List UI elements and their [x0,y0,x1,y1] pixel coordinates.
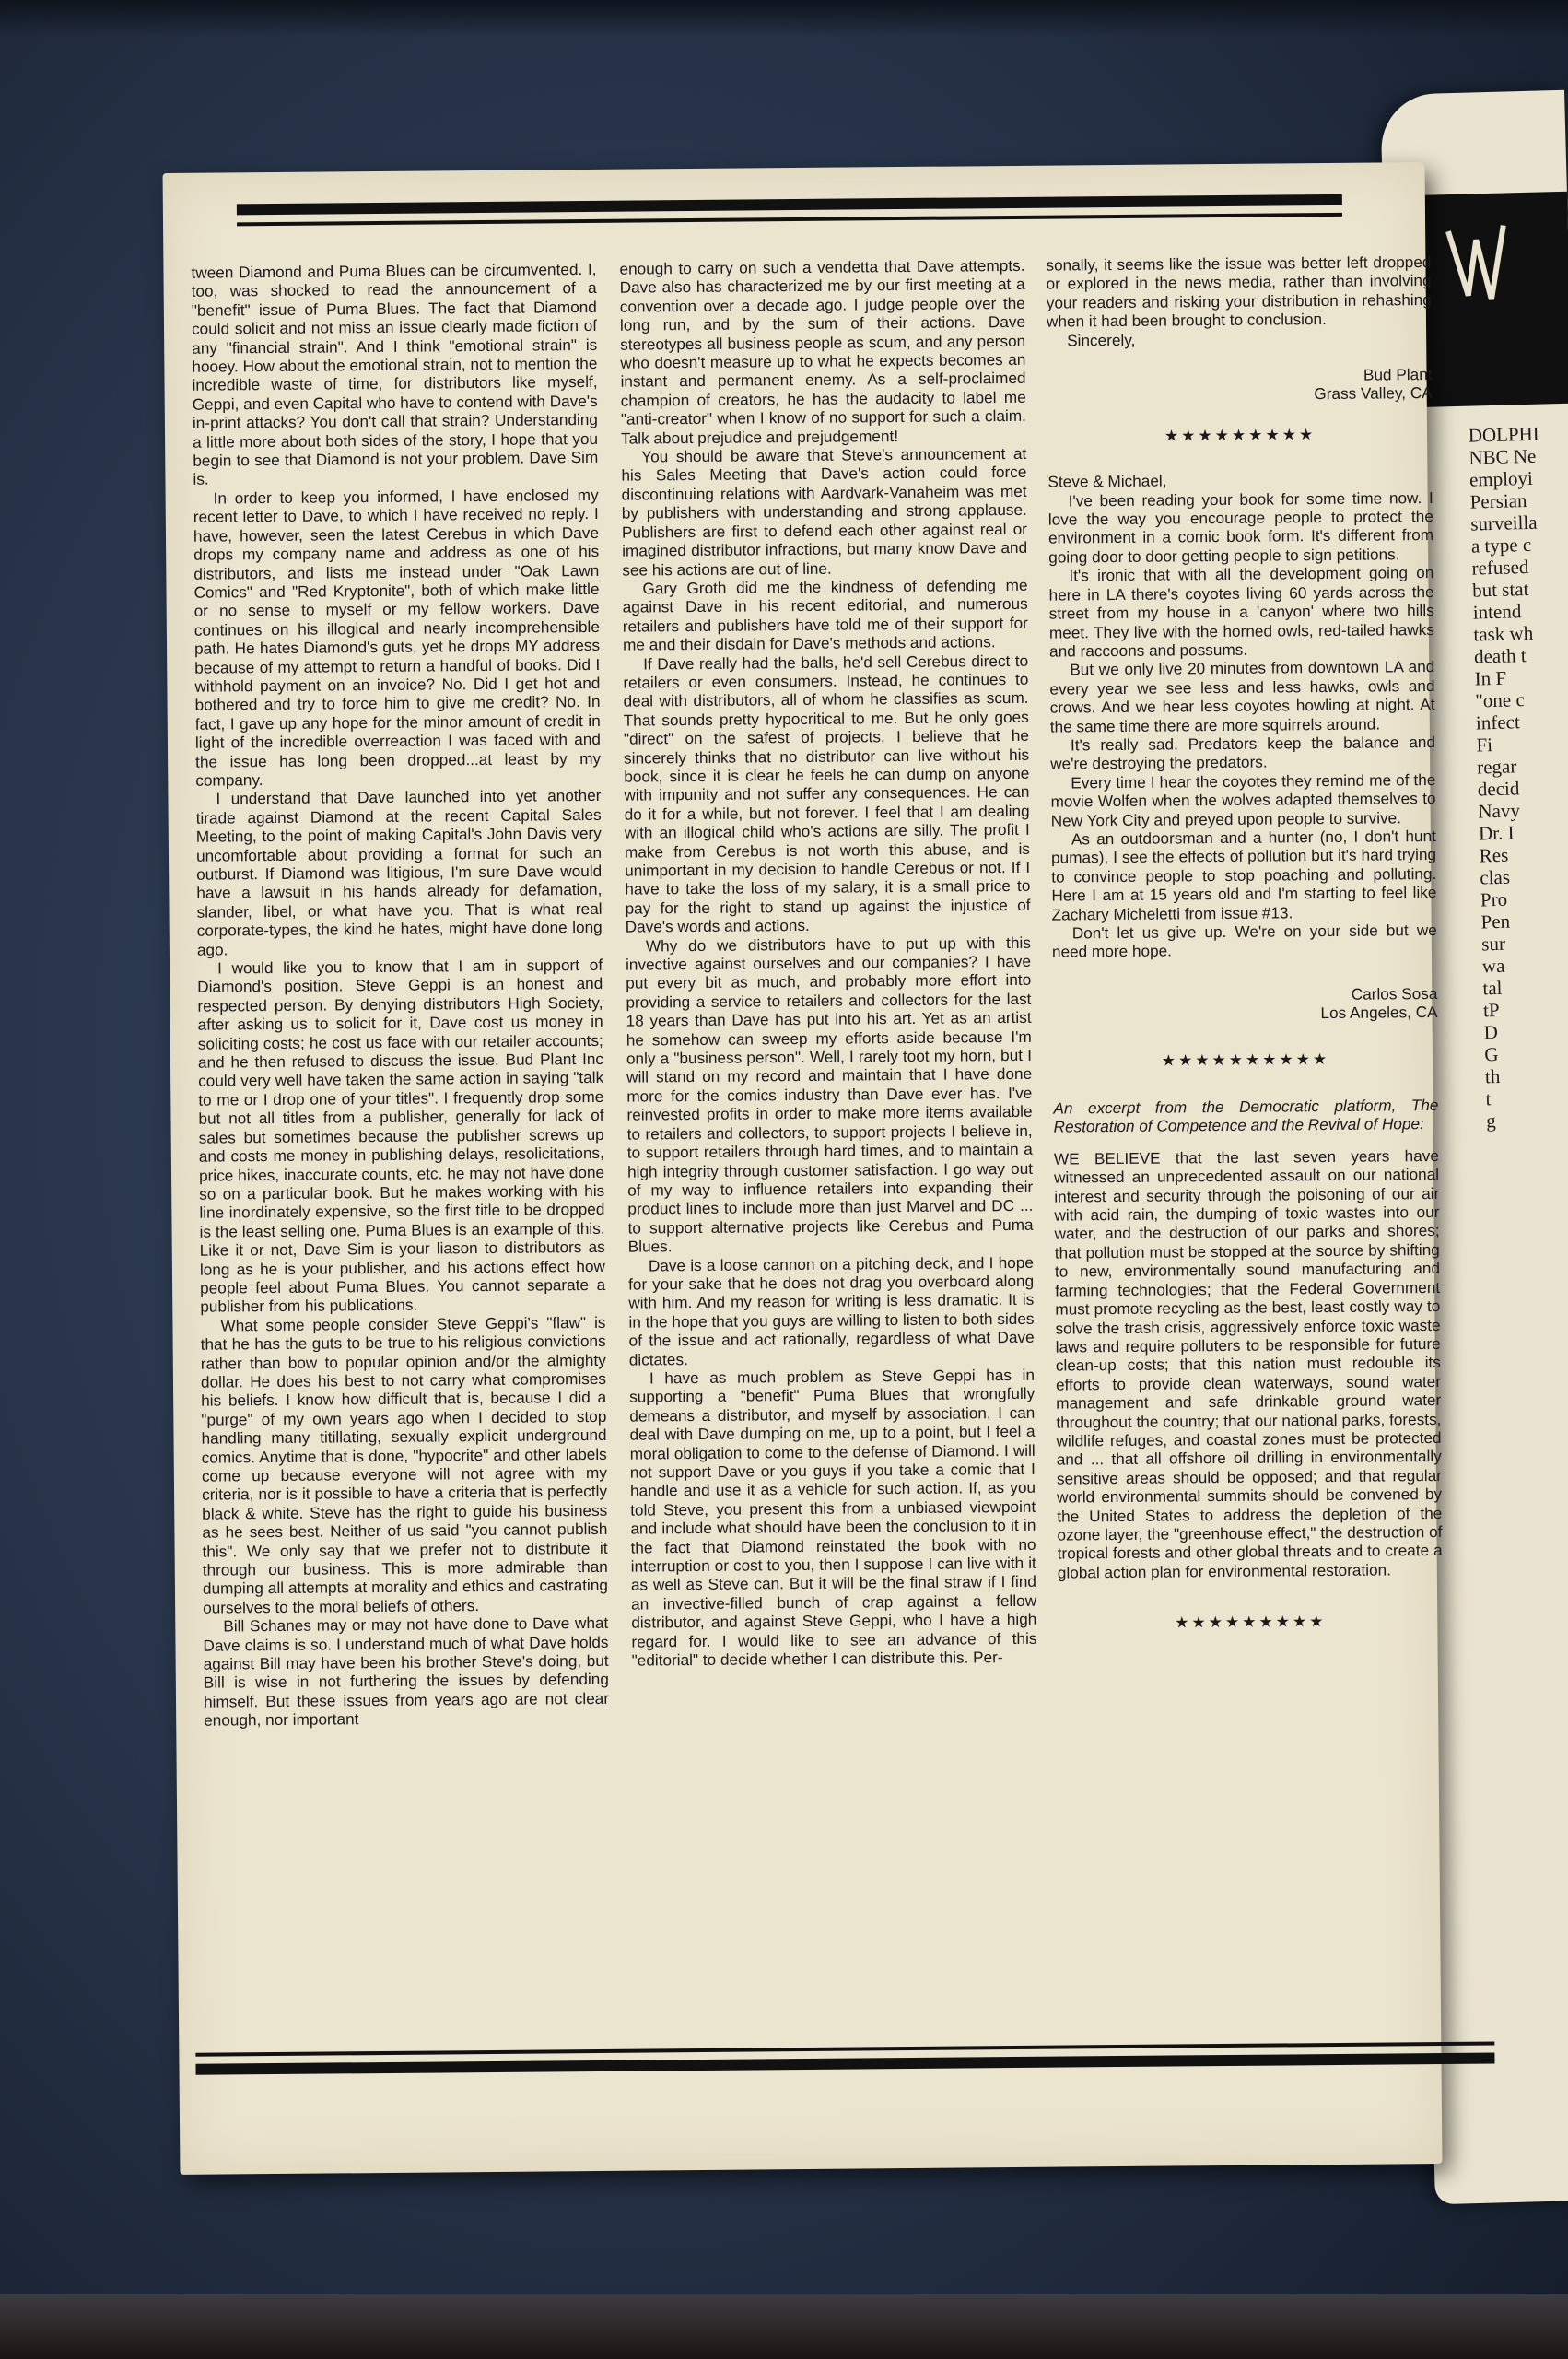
adjacent-page-fragment: DOLPHI [1468,422,1540,447]
adjacent-page-fragment: G [1484,1043,1499,1066]
paragraph: If Dave really had the balls, he'd sell Cerebus direct to retailers or even consumers. Instead, he continues to deal with distributors, all of whom he classifies as scum. That sounds pretty hypocritical to me. But he only goes "direct" on the safest of projects. I believe that he sincerely thinks that no distributor can live without his book, since it is clear he feels he can dump on anyone with impunity and not suffer any consequences. He can do it for a while, but not forever. I feel that I am dealing with an illogical child who's actions are silly. The profit I make from Cerebus is not worth this abuse, and is unimportant in my decision to handle Cerebus or not. If I have to take the loss of my salary, it is a small price to pay for the right to stand up against the injustice of Dave's words and actions. [623,651,1031,936]
adjacent-page-fragment: clas [1480,865,1511,889]
column-3 [1046,252,1443,1634]
adjacent-page-banner [1420,191,1568,407]
adjacent-page-fragment: Pen [1480,910,1511,933]
paragraph: I would like you to know that I am in support of Diamond's position. Steve Geppi is an honest and respected person. By denying distributors High Society, after asking us to solicit for it, Dave cost us money in soliciting costs; he cost us face with our retailer accounts; and he then refused to discuss the issue. Bud Plant Inc could very well have taken the same action in saying "talk to me or I drop one of your titles". I frequently drop some but not all titles from a publisher, generally for lack of sales but sometimes because the publisher screws up and costs me money in publishing delays, resolicitations, price hikes, inaccurate counts, etc. he may not have done so on a particular book. But he makes working with his line inordinately expensive, so the first title to be dropped is the least selling one. Puma Blues is an example of this. Like it or not, Dave Sim is your liason to distributors as long as he is your publisher, and his actions effect how people feel about Puma Blues. You cannot separate a publisher from his publications. [197,955,606,1317]
signature-place: Los Angeles, CA [1320,1003,1438,1023]
letter-closing: Sincerely, [1067,330,1136,350]
adjacent-page-fragment: t [1485,1087,1492,1110]
adjacent-page-fragment: th [1484,1064,1501,1088]
adjacent-page-fragment: sur [1480,932,1506,956]
adjacent-page-fragment: tP [1482,998,1500,1022]
signature-place: Grass Valley, CA [1314,383,1433,404]
paragraph: Dave is a loose cannon on a pitching deck, and I hope for your sake that he does not drag you overboard along with him. And my reason for writing is less dramatic. It is in the hope that you guys are willing to listen to both sides of the issue and act rationally, regardless of what Dave dictates. [628,1252,1035,1369]
section-divider-stars: ★★★★★★★★★ [1175,1613,1327,1632]
paragraph: In order to keep you informed, I have enclosed my recent letter to Dave, to which I have received no reply. I have, however, seen the latest Cerebus in which Dave drops my company name and address as one of his distributors, and lists me instead under "Oak Lawn Comics" and "Red Kryptonite", both of which make little or no sense to myself or my fellow workers. Dave continues on his illogical and nearly incomprehensible path. He hates Diamond's guts, yet he drops MY address because of my attempt to return a handful of books. Did I withhold payment on an invoice? No. Did I get hot and bothered and try to force him to give me credit? No. In fact, I gave up any hope for the minor amount of credit in light of the incredible overreaction I was faced with and the issue has long been dropped...at least by my company. [193,485,602,790]
excerpt-intro: An excerpt from the Democratic platform, The Restoration of Competence and the Revival of Hope: [1053,1096,1439,1137]
paragraph: Every time I hear the coyotes they remind me of the movie Wolfen when the wolves adapted themselves to New York City and preyed upon people to survive. [1050,769,1436,830]
paragraph: I understand that Dave launched into yet another tirade against Diamond at the recent Capital Sales Meeting, to the point of making Capital's John Davis very uncomfortable about providing a format for such an outburst. If Diamond was litigious, I'm sure Dave would have a lawsuit in his hands already for defamation, slander, libel, or what have you. That is what real corporate-types, the kind he hates, might have done long ago. [195,786,603,959]
section-divider-stars: ★★★★★★★★★★ [1161,1050,1330,1070]
adjacent-page-fragment: NBC Ne [1469,444,1537,469]
letter-salutation: Steve & Michael, [1047,471,1167,491]
adjacent-page-fragment: death t [1473,644,1527,668]
signature-name: Bud Plant [1363,365,1433,384]
adjacent-page-fragment: D [1483,1021,1499,1044]
paragraph: enough to carry on such a vendetta that Dave attempts. Dave also has characterized me by our first meeting at a convention over a decade ago. I judge people over the long run, and by the sum of their actions. Dave stereotypes all business people as scum, and any person who doesn't measure up to what he expects becomes an instant and permanent enemy. As a self-proclaimed champion of creators, he has the audacity to label me "anti-creator" when I know of no support for such a claim. Talk about prejudice and prejudgement! [619,255,1026,448]
top-rule-thick [237,194,1342,215]
adjacent-page-fragment: Dr. I [1478,821,1515,845]
adjacent-page-fragment: but stat [1471,577,1529,602]
paragraph: Why do we distributors have to put up with this invective against ourselves and our companies? I have put every bit as much, and probably more effort into providing a service to retailers and collectors for the last 18 years than Dave has put into his art. Yet as an artist he somehow can sweep my efforts aside because I'm only a "business person". Well, I rarely toot my horn, but I will stand on my record and maintain that I have done more for the comics industry than Dave ever has. I've reinvested profits in order to make more items available to retailers and collectors, to support projects I believe in, to support retailers through hard times, and to maintain a high integrity through customer satisfaction. I go way out of my way to influence retailers into expanding their product lines to include more than just Marvel and DC ... to support alternative projects like Cerebus and Puma Blues. [625,933,1034,1256]
adjacent-page-fragment: refused [1471,555,1529,580]
adjacent-page-fragment: surveilla [1469,511,1538,535]
adjacent-page-fragment: "one c [1474,688,1526,712]
paragraph: As an outdoorsman and a hunter (no, I don't hunt pumas), I see the effects of pollution but it's hard trying to convince people to stop poaching and polluting. Here I am at 15 years old and I'm starting to feel like Zachary Micheletti from issue #13. [1050,826,1437,924]
paragraph: It's ironic that with all the development going on here in LA there's coyotes living 60 yards across the street from my house in a 'canyon' where two hills meet. They live with the horned owls, red-tailed hawks and raccoons and possums. [1048,563,1435,661]
excerpt-body: WE BELIEVE that the last seven years have witnessed an unprecedented assault on our national interest and security through the poisoning of our air with acid rain, the dumping of toxic wastes into our water, and the destruction of our parks and shores; that pollution must be stopped at the source by shifting to new, environmentally sound manufacturing and farming technologies; that the Federal Government must promote recycling as the best, least costly way to solve the trash crisis, aggressively enforce toxic waste laws and require polluters to be responsible for future clean-up costs; that this nation must redouble its efforts to provide clean waterways, sound water management and safe drinkable ground water throughout the country; that our national parks, forests, wildlife refuges, and coastal zones must be protected and ... that all offshore oil drilling in environmentally sensitive areas should be opposed; and that regular world environmental summits should be convened by the United States to address the depletion of the ozone layer, the "greenhouse effect," the destruction of tropical forests and other global threats and to create a global action plan for environmental restoration. [1053,1145,1443,1582]
paragraph: I have as much problem as Steve Geppi has in supporting a "benefit" Puma Blues that wrongfully demeans a distributor, and myself by association. I can deal with Dave dumping on me, up to a point, but I feel a moral obligation to come to the defense of Diamond. I will not support Dave or you guys if you take a comic that I handle and use it as a vehicle for such action. If, as you told Steve, you present this from a unbiased viewpoint and include what should have been the conclusion to it in the fact that Diamond reinstated the book with no interruption or cost to you, then I suppose I can live with it as well as Steve can. But it will be the final straw if I find an invective-filled bunch of crap against a fellow distributor, and against Steve Geppi, who I have a high regard for. I would like to see an advance of this "editorial" to decide whether I can distribute this. Per- [629,1365,1037,1670]
paragraph: sonally, it seems like the issue was better left dropped or explored in the news media, rather than involving your readers and risking your distribution in rehashing when it had been brought to conclusion. [1046,252,1432,331]
magazine-page [163,162,1443,2175]
adjacent-page-fragment: g [1485,1109,1497,1133]
column-1 [191,260,609,1730]
adjacent-page-fragment: Res [1479,843,1509,867]
paragraph: Bill Schanes may or may not have done to Dave what Dave claims is so. I understand much of what Dave holds against Bill may have been his brother Steve's doing, but Bill is wise in not furthering the issues by defending himself. But these issues from years ago are not clear enough, nor important [203,1614,610,1730]
column-2 [619,256,1036,1670]
paragraph: Gary Groth did me the kindness of defending me against Dave in his recent editorial, and numerous retailers and publishers have told me of their support for me and their disdain for Dave's methods and actions. [622,575,1028,654]
adjacent-page-fragment: Navy [1478,799,1521,823]
bottom-rule-thick [195,2052,1494,2074]
adjacent-page-fragment: Fi [1476,734,1493,757]
signature-name: Carlos Sosa [1351,983,1438,1003]
paragraph: Don't let us give up. We're on your side but we need more hope. [1051,920,1437,962]
adjacent-page-fragment: a type c [1470,533,1532,557]
paragraph: What some people consider Steve Geppi's "flaw" is that he has the guts to be true to his religious convictions rather than bow to popular opinion and/or the almighty dollar. He does his best to not carry what compromises his beliefs. I know how difficult that is, because I did a "purge" of my own years ago when I decided to stop handling many titillating, sexually explicit underground comics. Anytime that is done, "hypocrite" and other labels come up because everyone will not agree with my criteria, nor is it possible to have a criteria that is perfectly black & white. Steve has the right to guide his business as he sees best. Neither of us said "you cannot publish this". We only say that we prefer not to distribute it through our business. This is more admirable than dumping all attempts at morality and ethics and castrating ourselves to the moral beliefs of others. [200,1312,609,1617]
paragraph: But we only live 20 minutes from downtown LA and every year we see less and less hawks, owls and crows. And we hear less coyotes howling at night. At the same time there are more squirrels around. [1049,657,1435,736]
adjacent-page-fragment: Pro [1480,887,1508,911]
section-divider-stars: ★★★★★★★★★ [1164,425,1316,445]
adjacent-page-fragment: task wh [1473,621,1534,646]
adjacent-page-fragment: employi [1469,466,1534,491]
adjacent-page-fragment: In F [1474,666,1507,690]
table-edge [0,2294,1568,2359]
adjacent-page-text [1468,421,1568,1132]
paragraph: tween Diamond and Puma Blues can be circumvented. I, too, was shocked to read the announcement of a "benefit" issue of Puma Blues. The fact that Diamond could solicit and not miss an issue clearly made fiction of any "financial strain". And I think "emotional strain" is hooey. How about the emotional strain, not to mention the incredible waste of time, for distributors like myself, Geppi, and even Capital who have to contend with Dave's in-print attacks? You don't call that strain? Understanding a little more about both sides of the story, I hope that you begin to see that Diamond is not your problem. Dave Sim is. [191,259,599,489]
adjacent-page-fragment: intend [1472,600,1522,624]
adjacent-page-fragment: Persian [1469,488,1527,513]
paragraph: I've been reading your book for some time now. I love the way you encourage people to protect the environment in a comic book form. It's different from going door to door getting people to sign petitions. [1047,487,1434,567]
adjacent-page-fragment: tal [1482,976,1503,1000]
top-shadow [0,0,1568,37]
dolphin-logo-icon [1438,211,1524,314]
adjacent-page-fragment: infect [1475,710,1521,734]
top-rule-thin [237,213,1342,226]
adjacent-page-fragment: wa [1481,954,1505,978]
paragraph: It's really sad. Predators keep the balance and we're destroying the predators. [1050,732,1436,773]
adjacent-page-fragment: regar [1476,755,1517,779]
adjacent-page-fragment: decid [1477,777,1520,801]
paragraph: You should be aware that Steve's announcement at his Sales Meeting that Dave's action could force discontinuing relations with Aardvark-Vanaheim was met by publishers with understanding and strong applause. Publishers are first to defend each other against real or imagined distributor infractions, but many know Dave and see his actions are out of line. [621,443,1028,580]
